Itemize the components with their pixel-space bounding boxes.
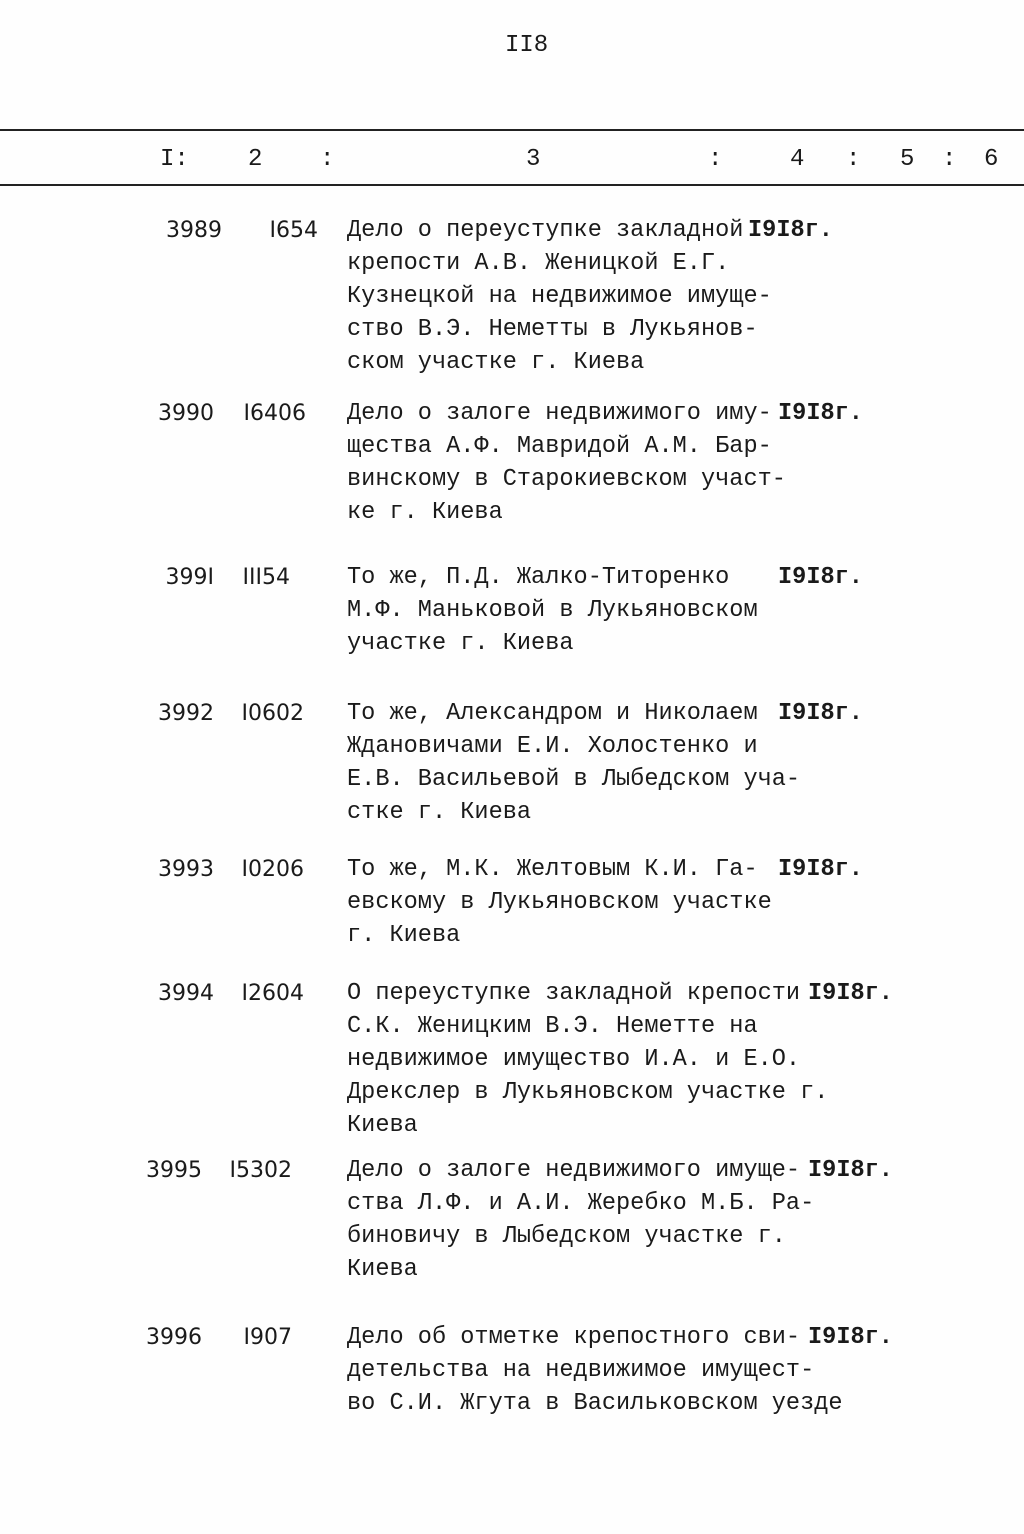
description-line: Кузнецкой на недвижимое имуще- [347,283,772,310]
description-line: ском участке г. Киева [347,349,645,376]
description-line: Ждановичами Е.И. Холостенко и [347,733,758,760]
entry-year: I9I8г. [808,1324,893,1351]
description-line: винскому в Старокиевском участ- [347,466,786,493]
entry-year: I9I8г. [778,400,863,427]
description-line: крепости А.В. Женицкой Е.Г. [347,250,730,277]
description-line: С.К. Женицким В.Э. Неметте на [347,1013,758,1040]
entry-description [347,1321,843,1420]
description-line: ке г. Киева [347,499,503,526]
description-line: То же, Александром и Николаем [347,700,758,727]
entry-description [347,1154,814,1286]
description-line: биновичу в Лыбедском участке г. [347,1223,786,1250]
entry-year: I9I8г. [778,564,863,591]
file-number: III54 [242,565,290,590]
description-line: г. Киева [347,922,461,949]
column-header: I: [160,146,189,173]
entry-description [347,697,800,829]
entry-number: 399I [165,565,214,590]
column-header: : [320,146,335,173]
description-line: Дело о залоге недвижимого имуще- [347,1157,801,1184]
description-line: участке г. Киева [347,630,574,657]
header-bottom-rule [0,184,1024,186]
file-number: I2604 [241,981,304,1006]
description-line: стке г. Киева [347,799,532,826]
header-top-rule [0,129,1024,131]
description-line: евскому в Лукьяновском участке [347,889,772,916]
description-line: Дрекслер в Лукьяновском участке г. [347,1079,829,1106]
entry-number: 3992 [158,701,214,726]
column-header: 5 [900,146,915,173]
entry-number: 3989 [166,218,222,243]
file-number: I654 [269,218,318,243]
description-line: Дело о залоге недвижимого иму- [347,400,772,427]
file-number: I5302 [229,1158,292,1183]
description-line: ства Л.Ф. и А.И. Жеребко М.Б. Ра- [347,1190,815,1217]
description-line: То же, П.Д. Жалко-Титоренко [347,564,730,591]
file-number: I0602 [241,701,304,726]
entry-number: 3990 [158,401,214,426]
description-line: щества А.Ф. Мавридой А.М. Бар- [347,433,772,460]
column-header: 4 [790,146,805,173]
column-header: : [942,146,957,173]
entry-description [347,397,786,529]
entry-description [347,214,772,379]
entry-year: I9I8г. [808,1157,893,1184]
description-line: Дело об отметке крепостного сви- [347,1324,801,1351]
description-line: Киева [347,1112,418,1139]
entry-year: I9I8г. [778,700,863,727]
description-line: Киева [347,1256,418,1283]
description-line: детельства на недвижимое имущест- [347,1357,815,1384]
column-header: 2 [248,146,263,173]
description-line: ство В.Э. Неметты в Лукьянов- [347,316,758,343]
description-line: М.Ф. Маньковой в Лукьяновском [347,597,758,624]
entry-number: 3993 [158,857,214,882]
column-header: : [846,146,861,173]
column-header: 3 [526,146,541,173]
description-line: недвижимое имущество И.А. и Е.О. [347,1046,801,1073]
page-number: II8 [505,32,549,59]
entry-description [347,561,758,660]
file-number: I0206 [241,857,304,882]
description-line: Дело о переуступке закладной [347,217,744,244]
entry-number: 3996 [146,1325,202,1350]
column-header: : [708,146,723,173]
file-number: I907 [243,1325,292,1350]
description-line: Е.В. Васильевой в Лыбедском уча- [347,766,801,793]
entry-year: I9I8г. [778,856,863,883]
entry-description [347,853,772,952]
description-line: О переуступке закладной крепости [347,980,801,1007]
description-line: То же, М.К. Желтовым К.И. Га- [347,856,758,883]
entry-number: 3995 [146,1158,202,1183]
entry-number: 3994 [158,981,214,1006]
file-number: I6406 [243,401,306,426]
entry-description [347,977,828,1142]
description-line: во С.И. Жгута в Васильковском уезде [347,1390,843,1417]
column-header: 6 [984,146,999,173]
entry-year: I9I8г. [808,980,893,1007]
entry-year: I9I8г. [748,217,833,244]
